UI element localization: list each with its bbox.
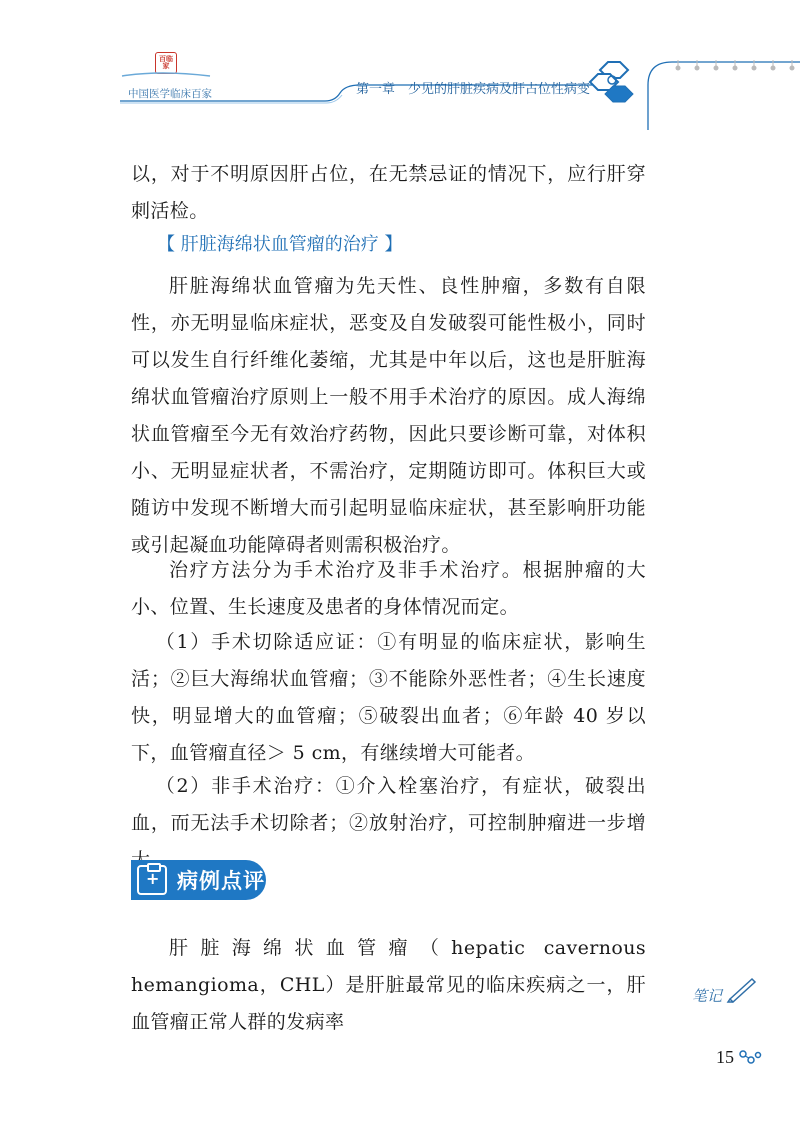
chapter-title: 第一章 少见的肝脏疾病及肝占位性病变 xyxy=(356,82,591,97)
case-review-label: 病例点评 xyxy=(177,869,265,893)
page-number: 15 xyxy=(716,1047,734,1067)
series-brand: 中国医学临床百家 xyxy=(128,88,212,100)
paragraph-nonsurgical-treatment: （2）非手术治疗：①介入栓塞治疗，有症状，破裂出血，而无法手术切除者；②放射治疗，可控制肿瘤进一步增 xyxy=(131,775,646,834)
header-decoration xyxy=(0,0,800,130)
case-review-banner xyxy=(131,860,266,900)
pen-icon xyxy=(726,975,758,1003)
page-ornament-icon xyxy=(738,1049,762,1065)
paragraph-case-review: 肝脏海绵状血管瘤（hepatic cavernous hemangioma，CHL）是肝脏最常见的临床疾病之一，肝血管瘤正常人群的发病率 xyxy=(131,937,646,1033)
notes-label: 笔记 xyxy=(692,987,723,1005)
section-heading: 【 肝脏海绵状血管瘤的治疗 】 xyxy=(157,234,403,255)
clipboard-medical-icon xyxy=(137,865,167,895)
paragraph-surgical-indications: （1）手术切除适应证：①有明显的临床症状，影响生活；②巨大海绵状血管瘤；③不能除外恶性者；④生长速度快，明显增大的血管瘤；⑤破裂出血者；⑥年龄 40 岁以下，血管瘤直径＞ 5 cm，有继续增大可能者。 xyxy=(131,631,646,764)
paragraph-treatment-overview: 肝脏海绵状血管瘤为先天性、良性肿瘤，多数有自限性，亦无明显临床症状，恶变及自发破裂可能性极小，同时可以发生自行纤维化萎缩，尤其是中年以后，这也是肝脏海绵状血管瘤治疗原则上一般不用手术治疗的原因。成人海绵状血管瘤至今无有效治疗药物，因此只要诊断可靠，对体积小、无明显症状者，不需治疗，定期随访即可。体积巨大或随访中发现不断增大而引起明显临床症状，甚至影响肝功能或引起凝血功能障碍者则需积极治疗。 xyxy=(131,275,646,556)
logo-text: 百临家 xyxy=(159,55,173,70)
paragraph-treatment-methods: 治疗方法分为手术治疗及非手术治疗。根据肿瘤的大小、位置、生长速度及患者的身体情况而定。 xyxy=(131,559,646,618)
paragraph-continued: 以，对于不明原因肝占位，在无禁忌证的情况下，应行肝穿刺活检。 xyxy=(131,163,646,222)
